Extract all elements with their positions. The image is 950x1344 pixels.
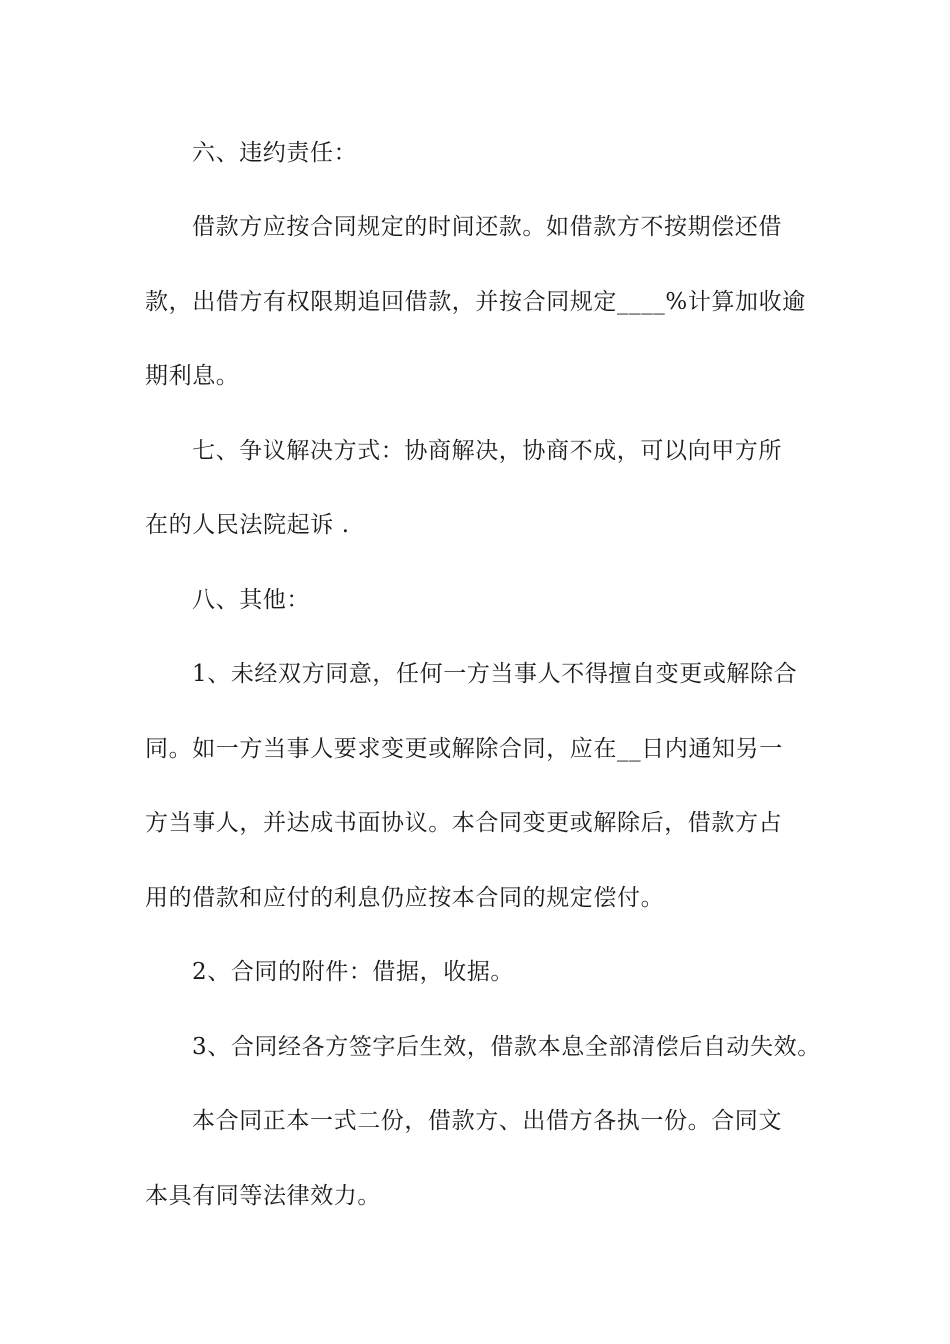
section-six-heading: 六、违约责任： <box>192 140 358 166</box>
paragraph-line: 在的人民法院起诉 . <box>145 512 350 538</box>
paragraph-line: 借款方应按合同规定的时间还款。如借款方不按期偿还借 <box>192 214 782 240</box>
paragraph-line: 本合同正本一式二份，借款方、出借方各执一份。合同文 <box>192 1108 782 1134</box>
paragraph-line: 3、合同经各方签字后生效，借款本息全部清偿后自动失效。 <box>192 1034 821 1060</box>
paragraph-line: 期利息。 <box>145 363 240 389</box>
paragraph-line: 2、合同的附件：借据，收据。 <box>192 959 515 985</box>
paragraph-line: 款，出借方有权限期追回借款，并按合同规定____%计算加收逾 <box>145 289 806 315</box>
section-seven-line: 七、争议解决方式：协商解决，协商不成，可以向甲方所 <box>192 438 782 464</box>
paragraph-line: 1、未经双方同意，任何一方当事人不得擅自变更或解除合 <box>192 661 798 687</box>
paragraph-line: 本具有同等法律效力。 <box>145 1183 381 1209</box>
section-eight-heading: 八、其他： <box>192 587 310 613</box>
paragraph-line: 方当事人，并达成书面协议。本合同变更或解除后，借款方占 <box>145 810 783 836</box>
paragraph-line: 用的借款和应付的利息仍应按本合同的规定偿付。 <box>145 885 665 911</box>
paragraph-line: 同。如一方当事人要求变更或解除合同，应在__日内通知另一 <box>145 736 783 762</box>
